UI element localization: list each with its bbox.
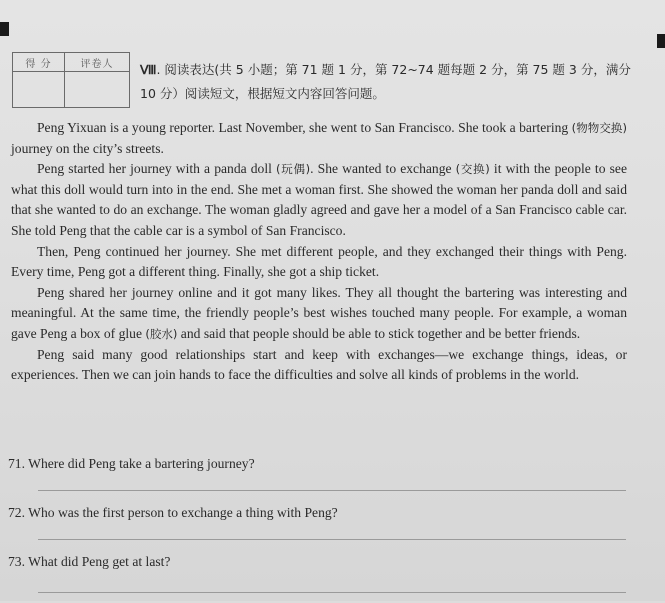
- answer-line-72[interactable]: [38, 539, 626, 540]
- grader-header: 评卷人: [64, 53, 129, 72]
- score-header: 得 分: [13, 53, 65, 72]
- question-list: [8, 456, 628, 603]
- paragraph-2: Peng started her journey with a panda doll (玩偶). She wanted to exchange (交换) it with the people to see what this doll would turn into in the end. She met a woman first. She showed the woman her panda doll and said that she wanted to do an exchange. The woman gladly agreed and gave her a model of a San Francisco cable car. She told Peng that the cable car is a symbol of San Francisco.: [11, 161, 627, 238]
- answer-line-71[interactable]: [38, 490, 626, 491]
- gloss-bartering: (物物交换): [571, 121, 627, 135]
- score-table: [12, 52, 130, 108]
- paragraph-3: Then, Peng continued her journey. She met different people, and they exchanged their things with Peng. Every time, Peng got a different thing. Finally, she got a ship ticket.: [11, 243, 627, 280]
- question-73: [8, 554, 628, 603]
- section-number: Ⅷ: [140, 63, 157, 77]
- question-text: 72. Who was the first person to exchange a thing with Peng?: [8, 505, 338, 520]
- question-text: 73. What did Peng get at last?: [8, 554, 171, 569]
- paragraph-5: Peng said many good relationships start and keep with exchanges—we exchange things, ideas, or experiences. Then we can join hands to face the difficulties and solve all kinds of problems in the world.: [11, 346, 627, 383]
- gloss-exchange: (交换): [455, 162, 490, 177]
- paragraph-1: Peng Yixuan is a young reporter. Last November, she went to San Francisco. She took a bartering (物物交换) journey on the city’s streets.: [11, 120, 627, 156]
- section-title: . 阅读表达: [156, 62, 215, 77]
- reading-passage: [11, 118, 627, 386]
- grader-cell: [64, 72, 129, 108]
- question-text: 71. Where did Peng take a bartering journey?: [8, 456, 255, 471]
- section-instruction: (共 5 小题；第 71 题 1 分，第 72~74 题每题 2 分，第 75 题 3 分，满分 10 分）阅读短文，根据短文内容回答问题。: [140, 62, 631, 101]
- page-marker-left: [0, 22, 9, 36]
- paragraph-4: Peng shared her journey online and it got many likes. They all thought the bartering was interesting and meaningful. At the same time, the friendly people’s best wishes touched many people. For example, a woman gave Peng a box of glue (胶水) and said that people should be able to stick together and be better friends.: [11, 284, 627, 341]
- gloss-doll: (玩偶): [276, 162, 311, 177]
- page-marker-right: [657, 34, 665, 48]
- gloss-glue: (胶水): [145, 326, 178, 341]
- question-72: [8, 505, 628, 554]
- answer-line-73[interactable]: [38, 592, 626, 593]
- section-heading: [140, 58, 650, 105]
- score-cell: [13, 72, 65, 108]
- question-71: [8, 456, 628, 505]
